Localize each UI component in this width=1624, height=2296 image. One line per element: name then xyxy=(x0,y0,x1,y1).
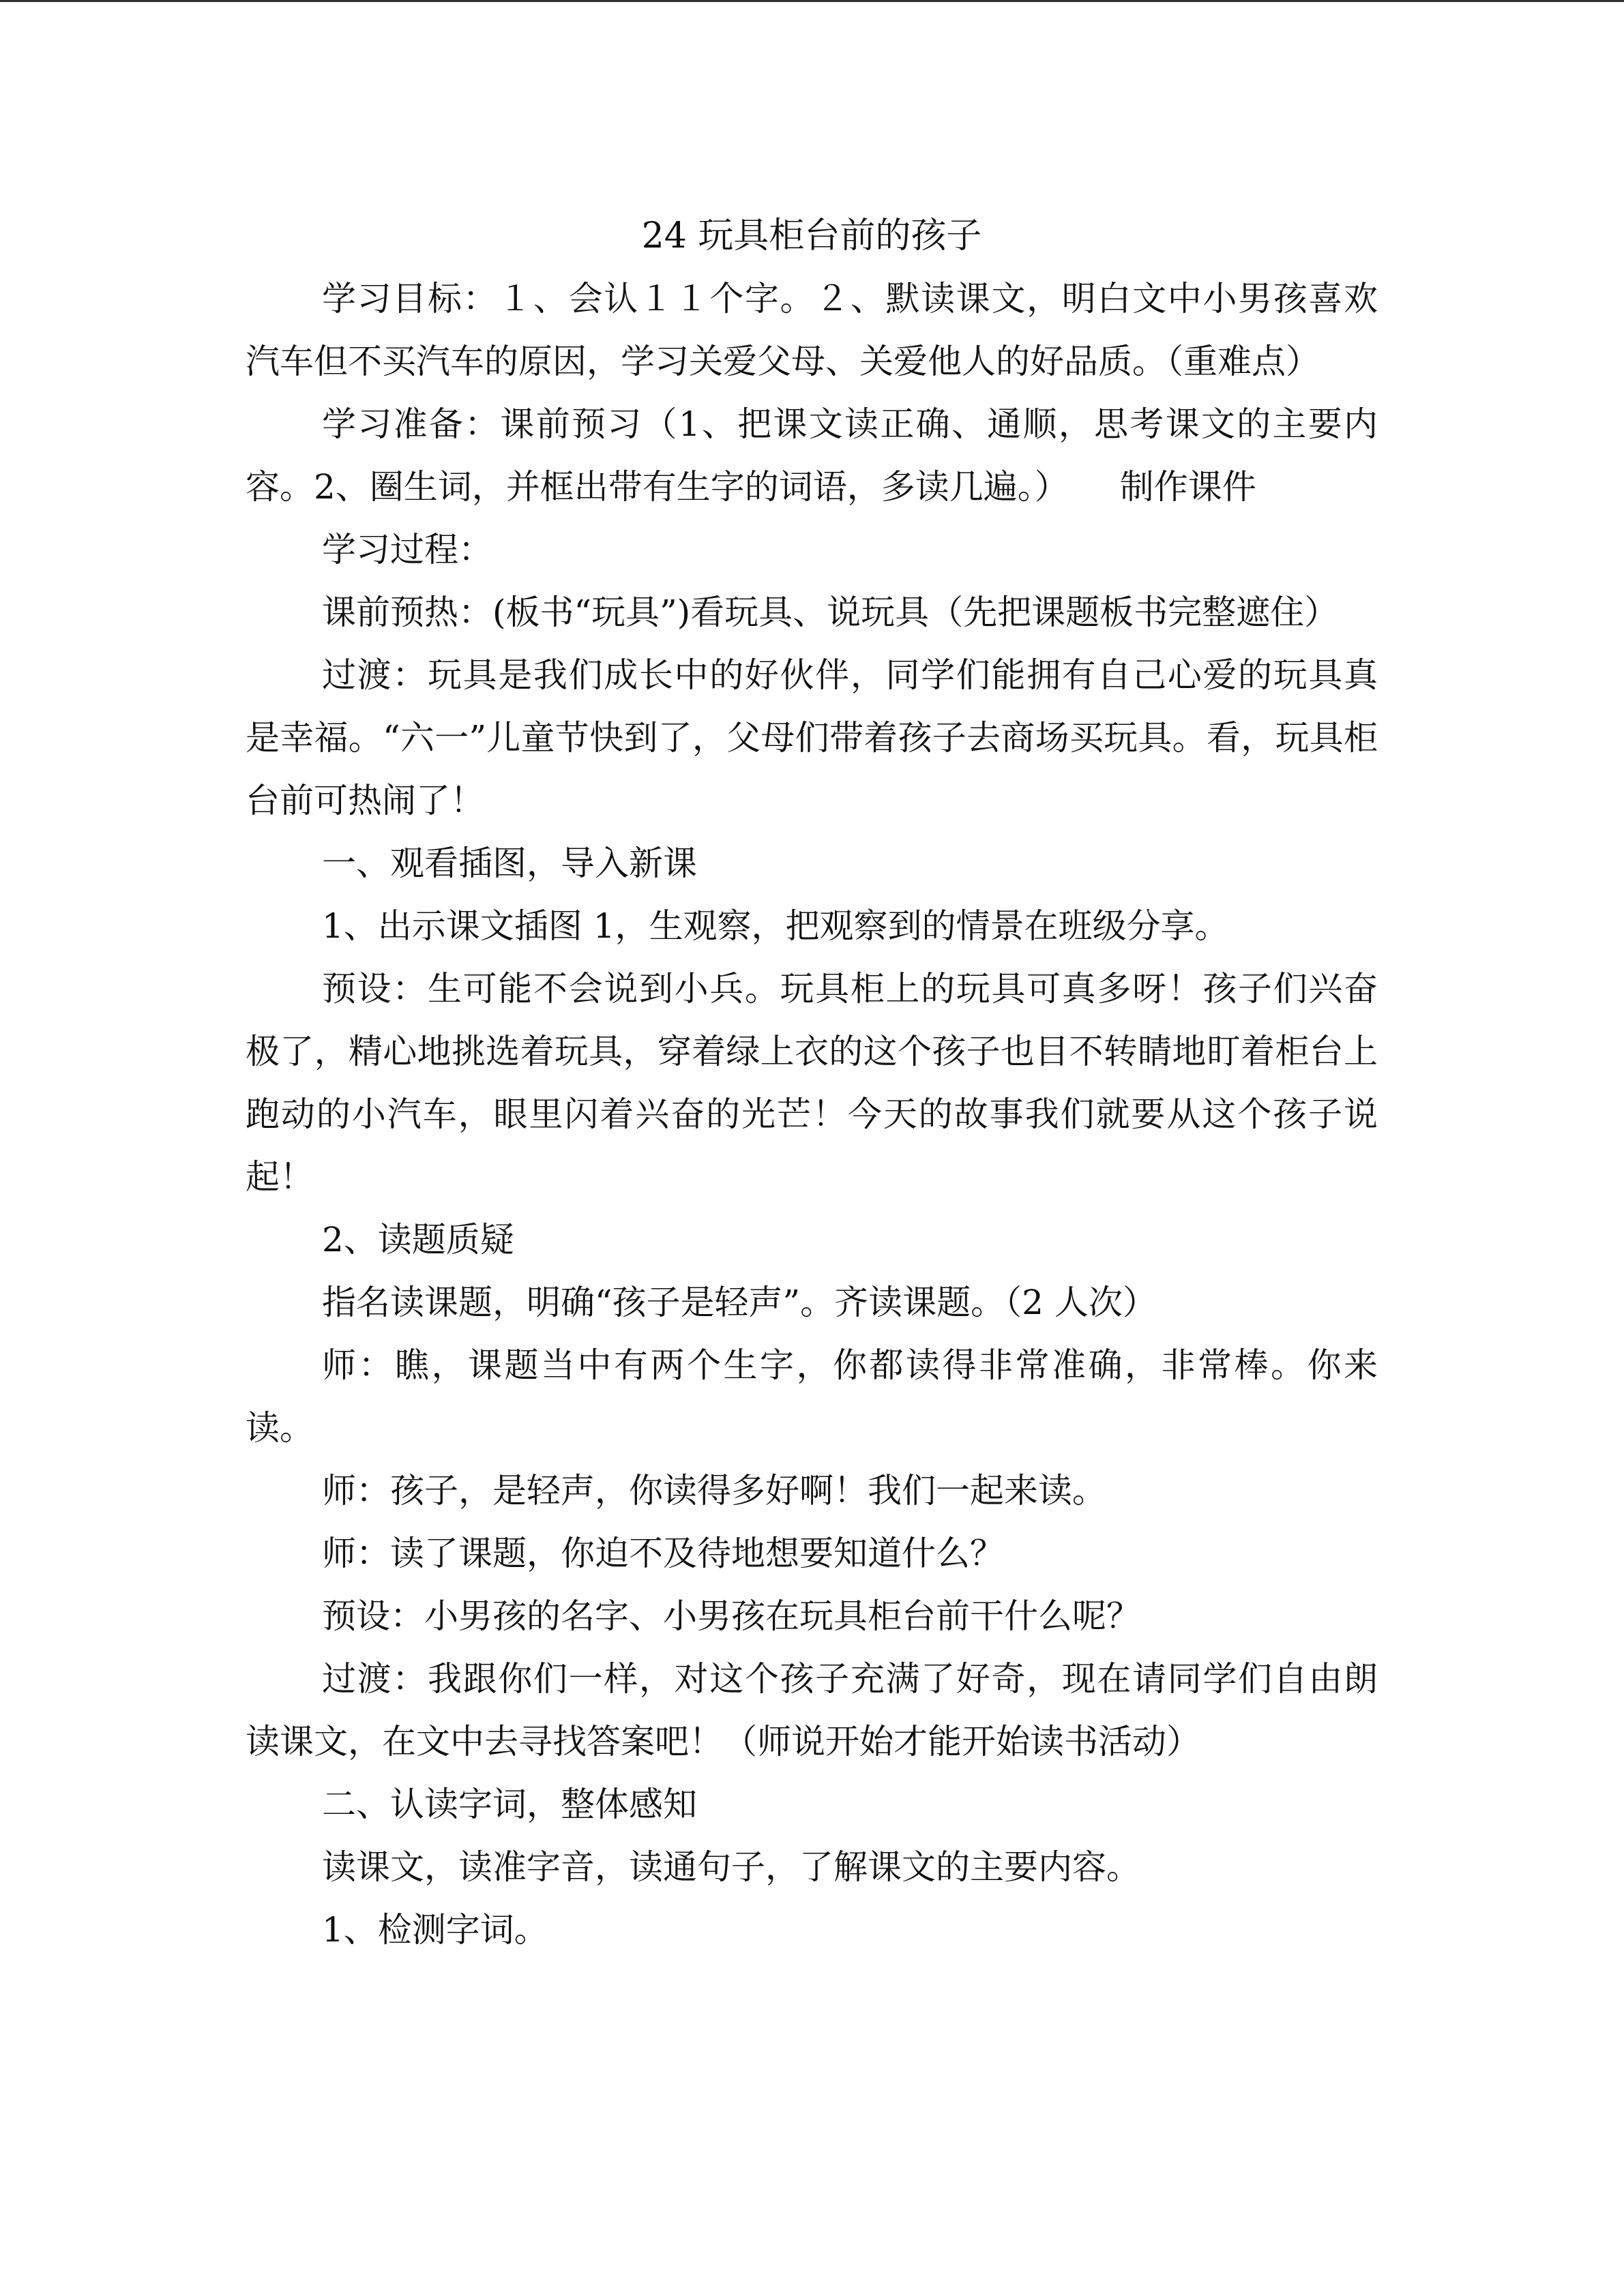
paragraph-section-2-heading: 二、认读字词，整体感知 xyxy=(322,1785,697,1824)
paragraph-teacher-1: 师：瞧，课题当中有两个生字，你都读得非常准确，非常棒。你来读。 xyxy=(246,1345,1378,1448)
paragraph-preset-1: 预设：生可能不会说到小兵。玩具柜上的玩具可真多呀！孩子们兴奋极了，精心地挑选着玩具，穿着绿上衣的这个孩子也目不转睛地盯着柜台上跑动的小汽车，眼里闪着兴奋的光芒！今天的故事我们就要从这个孩子说起！ xyxy=(246,969,1378,1197)
document-body xyxy=(246,205,1378,1961)
paragraph-preparation: 学习准备：课前预习（1、把课文读正确、通顺，思考课文的主要内容。2、圈生词，并框出带有生字的词语，多读几遍。） 制作课件 xyxy=(246,404,1378,507)
paragraph-teacher-2: 师：孩子，是轻声，你读得多好啊！我们一起来读。 xyxy=(322,1471,1106,1510)
paragraph-transition-2: 过渡：我跟你们一样，对这个孩子充满了好奇，现在请同学们自由朗读课文，在文中去寻找答案吧！（师说开始才能开始读书活动） xyxy=(246,1659,1378,1761)
paragraph-warmup: 课前预热：(板书“玩具”)看玩具、说玩具（先把课题板书完整遮住） xyxy=(322,593,1339,632)
paragraph-step-1: 1、出示课文插图 1，生观察，把观察到的情景在班级分享。 xyxy=(322,906,1229,946)
paragraph-preset-2: 预设：小男孩的名字、小男孩在玩具柜台前干什么呢？ xyxy=(322,1596,1140,1636)
paragraph-reading-task: 读课文，读准字音，读通句子，了解课文的主要内容。 xyxy=(322,1847,1140,1887)
paragraph-learning-goals: 学习目标：１、会认１１个字。２、默读课文，明白文中小男孩喜欢汽车但不买汽车的原因，学习关爱父母、关爱他人的好品质。（重难点） xyxy=(246,279,1378,381)
paragraph-process-heading: 学习过程： xyxy=(322,530,492,569)
paragraph-section-1-heading: 一、观看插图，导入新课 xyxy=(322,844,697,883)
paragraph-check-words: 1、检测字词。 xyxy=(322,1910,548,1950)
paragraph-step-2: 2、读题质疑 xyxy=(322,1220,514,1259)
top-border-line xyxy=(0,0,1624,2)
paragraph-transition-1: 过渡：玩具是我们成长中的好伙伴，同学们能拥有自己心爱的玩具真是幸福。“六一”儿童节快到了，父母们带着孩子去商场买玩具。看，玩具柜台前可热闹了！ xyxy=(246,655,1378,820)
document-title: 24 玩具柜台前的孩子 xyxy=(641,215,982,256)
paragraph-teacher-3: 师：读了课题，你迫不及待地想要知道什么？ xyxy=(322,1534,1004,1573)
paragraph-read-title: 指名读课题，明确“孩子是轻声”。齐读课题。（2 人次） xyxy=(322,1283,1157,1322)
